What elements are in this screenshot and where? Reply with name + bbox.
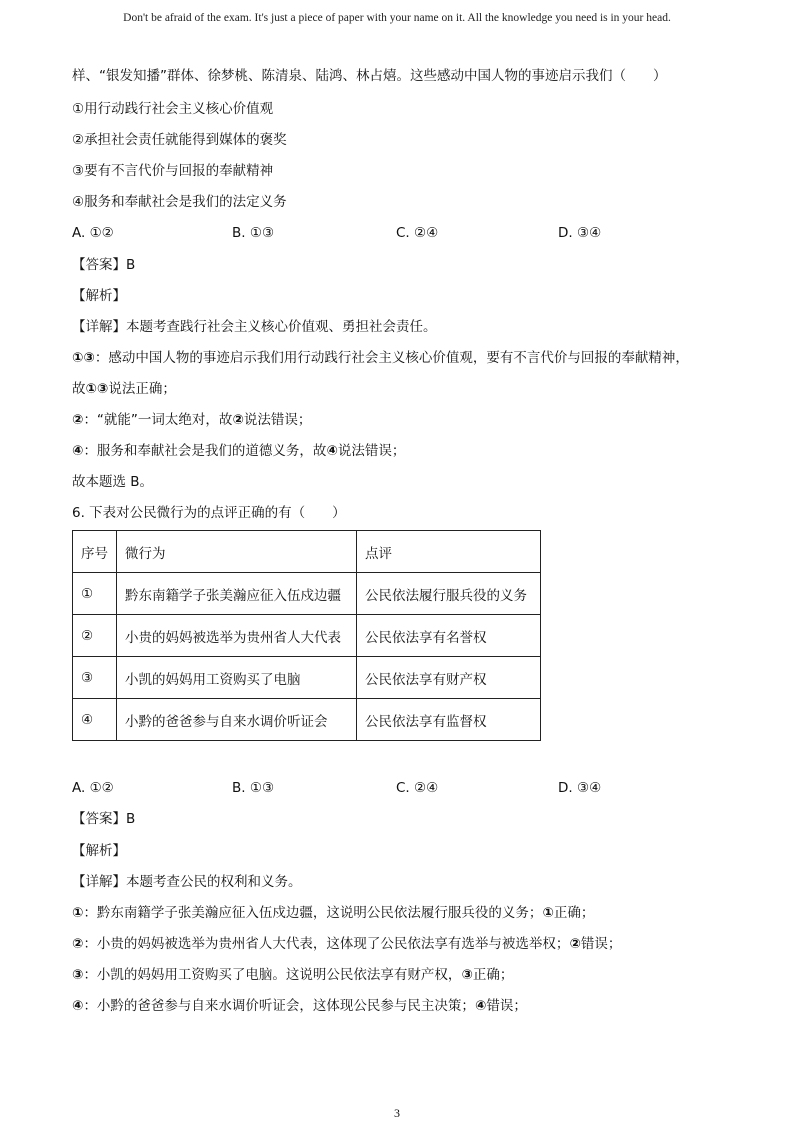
q6-analysis-tag: 【解析】: [72, 843, 126, 859]
q6-explain-1: [72, 904, 594, 922]
table-row: [73, 699, 541, 741]
q5-option-d: D. ③④: [558, 225, 602, 241]
answer-value: B: [126, 257, 136, 273]
table-row: [73, 573, 541, 615]
text: 说法错误；: [243, 412, 312, 428]
mark: ④: [72, 998, 84, 1014]
q6-explain-2: [72, 935, 621, 953]
q5-statement-3: ③要有不言代价与回报的奉献精神: [72, 163, 274, 179]
text: ：小黔的爸爸参与自来水调价听证会，这体现公民参与民主决策；: [83, 998, 475, 1014]
table-header-cell: 微行为: [117, 531, 357, 573]
table-row: [73, 615, 541, 657]
table-cell: 公民依法享有名誉权: [357, 615, 541, 657]
q6-option-d: D. ③④: [558, 780, 602, 796]
table-cell: ①: [73, 573, 117, 615]
q6-explain-4: [72, 997, 527, 1015]
table-cell: 小贵的妈妈被选举为贵州省人大代表: [117, 615, 357, 657]
text: ：“就能”一词太绝对，故: [83, 412, 233, 428]
mark: ④: [326, 443, 338, 459]
mark: ②: [232, 412, 244, 428]
q6-options: [72, 779, 712, 797]
q5-stem: 样、“银发知播”群体、徐梦桃、陈清泉、陆鸿、林占熺。这些感动中国人物的事迹启示我们（ ）: [72, 68, 667, 84]
table-cell: ④: [73, 699, 117, 741]
q5-explain-1: [72, 349, 689, 367]
table-header-cell: 序号: [73, 531, 117, 573]
mark: ②: [72, 412, 84, 428]
page-header-motto: Don't be afraid of the exam. It's just a piece of paper with your name on it. All the knowledge you need is in your head.: [123, 12, 671, 24]
mark: ④: [72, 443, 84, 459]
mark: ②: [569, 936, 581, 952]
q5-option-a: A. ①②: [72, 225, 114, 241]
text: 说法正确；: [108, 381, 176, 397]
mark: ①③: [85, 381, 109, 397]
table-cell: 公民依法享有监督权: [357, 699, 541, 741]
q5-explain-1b: [72, 380, 176, 398]
q6-option-a: A. ①②: [72, 780, 114, 796]
mark: ①: [542, 905, 554, 921]
text: ：小贵的妈妈被选举为贵州省人大代表，这体现了公民依法享有选举与被选举权；: [83, 936, 570, 952]
answer-tag: 【答案】: [72, 811, 126, 827]
text: ：感动中国人物的事迹启示我们用行动践行社会主义核心价值观，要有不言代价与回报的奉献精神，: [94, 350, 689, 366]
mark: ③: [461, 967, 473, 983]
table-cell: 黔东南籍学子张美瀚应征入伍戍边疆: [117, 573, 357, 615]
table-cell: 小黔的爸爸参与自来水调价听证会: [117, 699, 357, 741]
q5-statement-1: ①用行动践行社会主义核心价值观: [72, 101, 274, 117]
mark: ②: [72, 936, 84, 952]
table-header-row: [73, 531, 541, 573]
q5-options: [72, 224, 712, 242]
mark: ①: [72, 905, 84, 921]
table-row: [73, 657, 541, 699]
text: ：小凯的妈妈用工资购买了电脑。这说明公民依法享有财产权，: [83, 967, 462, 983]
q5-conclusion: 故本题选 B。: [72, 474, 154, 490]
q5-answer: [72, 256, 135, 274]
table-cell: ③: [73, 657, 117, 699]
q6-table: [72, 530, 541, 741]
text: 正确；: [472, 967, 514, 983]
q5-option-c: C. ②④: [396, 225, 439, 241]
detail-text: 本题考查公民的权利和义务。: [126, 874, 302, 890]
text: 正确；: [553, 905, 595, 921]
q6-option-c: C. ②④: [396, 780, 439, 796]
q5-option-b: B. ①③: [232, 225, 275, 241]
q6-explain-3: [72, 966, 513, 984]
text: 错误；: [580, 936, 622, 952]
q5-analysis-tag: 【解析】: [72, 288, 126, 304]
text: 说法错误；: [337, 443, 406, 459]
detail-tag: 【详解】: [72, 319, 126, 335]
q5-statement-2: ②承担社会责任就能得到媒体的褒奖: [72, 132, 287, 148]
mark: ①③: [72, 350, 95, 366]
text: ：服务和奉献社会是我们的道德义务，故: [83, 443, 327, 459]
table-header-cell: 点评: [357, 531, 541, 573]
detail-text: 本题考查践行社会主义核心价值观、勇担社会责任。: [126, 319, 437, 335]
mark: ④: [474, 998, 487, 1014]
q6-stem: 6. 下表对公民微行为的点评正确的有（ ）: [72, 505, 346, 521]
text: 故: [72, 381, 86, 397]
q5-explain-2: [72, 411, 311, 429]
text: 错误；: [486, 998, 527, 1014]
q5-detail: [72, 318, 437, 336]
text: ：黔东南籍学子张美瀚应征入伍戍边疆，这说明公民依法履行服兵役的义务；: [83, 905, 543, 921]
table-cell: 公民依法享有财产权: [357, 657, 541, 699]
q6-answer: [72, 810, 135, 828]
answer-value: B: [126, 811, 136, 827]
q5-explain-3: [72, 442, 405, 460]
q5-statement-4: ④服务和奉献社会是我们的法定义务: [72, 194, 287, 210]
q6-detail: [72, 873, 302, 891]
table-cell: 公民依法履行服兵役的义务: [357, 573, 541, 615]
table-cell: ②: [73, 615, 117, 657]
page-number: 3: [394, 1106, 400, 1120]
table-cell: 小凯的妈妈用工资购买了电脑: [117, 657, 357, 699]
q6-option-b: B. ①③: [232, 780, 275, 796]
answer-tag: 【答案】: [72, 257, 126, 273]
mark: ③: [72, 967, 84, 983]
detail-tag: 【详解】: [72, 874, 126, 890]
